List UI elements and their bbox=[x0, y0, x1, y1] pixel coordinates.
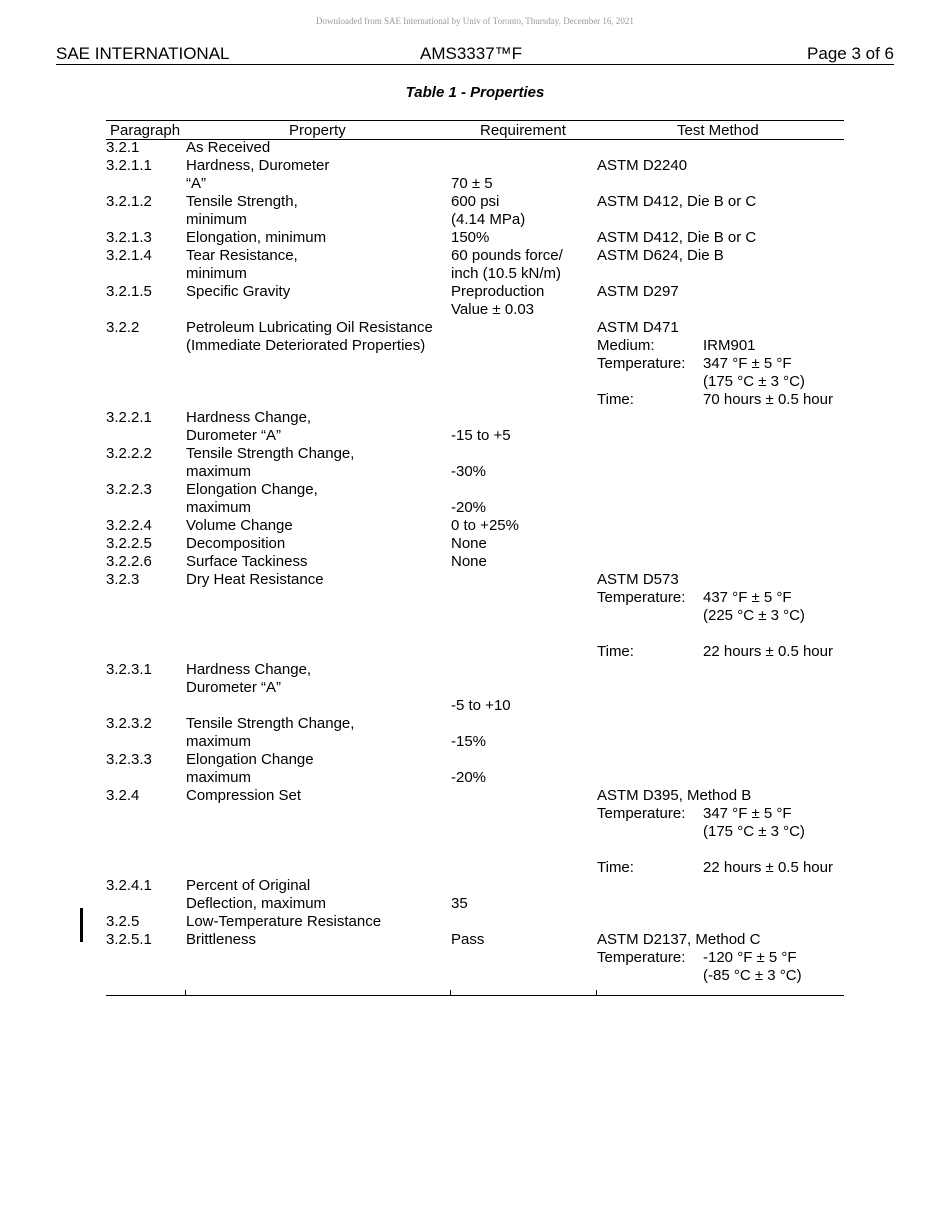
requirement-cell bbox=[451, 715, 597, 751]
property-text: Surface Tackiness bbox=[186, 553, 308, 570]
test-value-text bbox=[703, 571, 844, 589]
requirement-text: None bbox=[451, 553, 487, 570]
paragraph-cell bbox=[106, 715, 186, 733]
property-text: Percent of Original bbox=[186, 877, 311, 894]
col-header-property: Property bbox=[289, 122, 346, 139]
requirement-text: 60 pounds force/ bbox=[451, 247, 563, 264]
table-row bbox=[106, 877, 844, 913]
test-method-cell bbox=[597, 229, 757, 247]
test-method-text: ASTM D573 bbox=[597, 571, 679, 588]
test-value-text: (175 °C ± 3 °C) bbox=[703, 373, 805, 390]
requirement-text bbox=[451, 481, 597, 499]
requirement-text: Preproduction bbox=[451, 283, 545, 300]
test-value-text: IRM901 bbox=[703, 337, 756, 354]
paragraph-cell bbox=[106, 193, 186, 211]
table-row bbox=[106, 139, 844, 157]
requirement-cell bbox=[451, 931, 597, 949]
property-text: Deflection, maximum bbox=[186, 895, 327, 912]
test-method-text bbox=[597, 625, 703, 643]
test-method-text: ASTM D412, Die B or C bbox=[597, 193, 757, 210]
table-row bbox=[106, 661, 844, 715]
property-cell bbox=[186, 409, 451, 445]
requirement-cell bbox=[451, 157, 597, 193]
document-number: AMS3337™F bbox=[420, 44, 523, 63]
requirement-text bbox=[451, 715, 597, 733]
test-method-text bbox=[597, 841, 703, 859]
property-text: Durometer “A” bbox=[186, 679, 282, 696]
table-title: Table 1 - Properties bbox=[405, 84, 545, 101]
table-row bbox=[106, 319, 844, 409]
test-method-text: Temperature: bbox=[597, 949, 686, 966]
property-cell bbox=[186, 931, 451, 949]
test-value-text: 22 hours ± 0.5 hour bbox=[703, 643, 833, 660]
property-cell bbox=[186, 319, 451, 355]
property-text: Specific Gravity bbox=[186, 283, 291, 300]
table-row bbox=[106, 247, 844, 283]
requirement-text: 150% bbox=[451, 229, 490, 246]
test-value-text bbox=[703, 625, 844, 643]
paragraph-number: 3.2.2.2 bbox=[106, 445, 152, 462]
requirement-cell bbox=[451, 193, 597, 229]
table-row bbox=[106, 517, 844, 535]
property-text: Tensile Strength, bbox=[186, 193, 298, 210]
property-cell bbox=[186, 535, 451, 553]
table-row bbox=[106, 571, 844, 661]
property-text: Hardness Change, bbox=[186, 661, 312, 678]
property-cell bbox=[186, 157, 451, 193]
table-row bbox=[106, 535, 844, 553]
property-cell bbox=[186, 715, 451, 751]
paragraph-number: 3.2.1 bbox=[106, 139, 140, 156]
property-text: Compression Set bbox=[186, 787, 302, 804]
test-method-text bbox=[597, 607, 703, 625]
property-text: “A” bbox=[186, 175, 206, 192]
test-method-cell bbox=[597, 193, 757, 211]
test-method-text: Temperature: bbox=[597, 589, 686, 606]
paragraph-number: 3.2.1.4 bbox=[106, 247, 152, 264]
paragraph-number: 3.2.4 bbox=[106, 787, 140, 804]
property-cell bbox=[186, 661, 451, 697]
property-cell bbox=[186, 229, 451, 247]
test-method-text: ASTM D624, Die B bbox=[597, 247, 724, 264]
paragraph-number: 3.2.1.2 bbox=[106, 193, 152, 210]
table-row bbox=[106, 931, 844, 985]
property-text: Tear Resistance, bbox=[186, 247, 298, 264]
test-value-cell bbox=[703, 787, 844, 877]
requirement-text bbox=[451, 679, 597, 697]
requirement-cell bbox=[451, 751, 597, 787]
table-row bbox=[106, 409, 844, 445]
property-text: maximum bbox=[186, 733, 252, 750]
paragraph-number: 3.2.2.3 bbox=[106, 481, 152, 498]
paragraph-number: 3.2.5 bbox=[106, 913, 140, 930]
table-row bbox=[106, 715, 844, 751]
test-method-cell bbox=[597, 571, 703, 661]
paragraph-cell bbox=[106, 247, 186, 265]
property-text: minimum bbox=[186, 211, 247, 228]
paragraph-number: 3.2.5.1 bbox=[106, 931, 152, 948]
requirement-text: -5 to +10 bbox=[451, 697, 511, 714]
requirement-text: None bbox=[451, 535, 487, 552]
property-cell bbox=[186, 247, 451, 283]
paragraph-cell bbox=[106, 229, 186, 247]
property-text: Hardness Change, bbox=[186, 409, 312, 426]
requirement-text: inch (10.5 kN/m) bbox=[451, 265, 562, 282]
test-value-text: (-85 °C ± 3 °C) bbox=[703, 967, 802, 984]
paragraph-cell bbox=[106, 877, 186, 895]
paragraph-cell bbox=[106, 571, 186, 589]
download-note: Downloaded from SAE International by Univ of Toronto, Thursday, December 16, 2021 bbox=[316, 16, 634, 26]
paragraph-number: 3.2.1.5 bbox=[106, 283, 152, 300]
property-text: (Immediate Deteriorated Properties) bbox=[186, 337, 426, 354]
paragraph-cell bbox=[106, 913, 186, 931]
requirement-cell bbox=[451, 229, 597, 247]
paragraph-number: 3.2.1.1 bbox=[106, 157, 152, 174]
test-value-text bbox=[703, 787, 844, 805]
test-value-text: 347 °F ± 5 °F bbox=[703, 355, 792, 372]
property-cell bbox=[186, 751, 451, 787]
requirement-cell bbox=[451, 553, 597, 571]
table-row bbox=[106, 787, 844, 877]
test-value-text: (175 °C ± 3 °C) bbox=[703, 823, 805, 840]
test-method-text: ASTM D2240 bbox=[597, 157, 688, 174]
requirement-cell bbox=[451, 517, 597, 535]
property-text: Petroleum Lubricating Oil Resistance bbox=[186, 319, 433, 336]
property-text: Elongation Change bbox=[186, 751, 314, 768]
test-method-text: Time: bbox=[597, 391, 634, 408]
property-text: minimum bbox=[186, 265, 247, 282]
property-text: Elongation, minimum bbox=[186, 229, 327, 246]
property-text: Hardness, Durometer bbox=[186, 157, 330, 174]
requirement-text bbox=[451, 409, 597, 427]
paragraph-number: 3.2.2.1 bbox=[106, 409, 152, 426]
paragraph-number: 3.2.3.3 bbox=[106, 751, 152, 768]
paragraph-cell bbox=[106, 517, 186, 535]
paragraph-number: 3.2.3.1 bbox=[106, 661, 152, 678]
requirement-text: -15 to +5 bbox=[451, 427, 511, 444]
property-text: maximum bbox=[186, 463, 252, 480]
requirement-cell bbox=[451, 409, 597, 445]
requirement-text bbox=[451, 661, 597, 679]
property-cell bbox=[186, 193, 451, 229]
test-method-cell bbox=[597, 157, 703, 175]
paragraph-number: 3.2.2.4 bbox=[106, 517, 152, 534]
requirement-cell bbox=[451, 661, 597, 715]
property-text: maximum bbox=[186, 499, 252, 516]
property-text: Elongation Change, bbox=[186, 481, 318, 498]
paragraph-cell bbox=[106, 139, 186, 157]
test-value-text: 70 hours ± 0.5 hour bbox=[703, 391, 833, 408]
requirement-text bbox=[451, 751, 597, 769]
page-header bbox=[56, 44, 894, 65]
test-method-text: Temperature: bbox=[597, 805, 686, 822]
requirement-text: -20% bbox=[451, 769, 487, 786]
table-row bbox=[106, 445, 844, 481]
property-text: Dry Heat Resistance bbox=[186, 571, 324, 588]
requirement-text: -20% bbox=[451, 499, 487, 516]
table-row bbox=[106, 157, 844, 193]
test-method-text: ASTM D297 bbox=[597, 283, 679, 300]
requirement-cell bbox=[451, 481, 597, 517]
requirement-text bbox=[451, 445, 597, 463]
test-value-text: 437 °F ± 5 °F bbox=[703, 589, 792, 606]
requirement-text: Pass bbox=[451, 931, 485, 948]
requirement-cell bbox=[451, 445, 597, 481]
test-value-text bbox=[703, 841, 844, 859]
test-method-text: Temperature: bbox=[597, 355, 686, 372]
paragraph-cell bbox=[106, 535, 186, 553]
paragraph-cell bbox=[106, 751, 186, 769]
table-row bbox=[106, 193, 844, 229]
table-row bbox=[106, 481, 844, 517]
test-method-cell bbox=[597, 283, 703, 301]
col-header-paragraph: Paragraph bbox=[110, 122, 181, 139]
test-method-text: ASTM D471 bbox=[597, 319, 679, 336]
property-text: Tensile Strength Change, bbox=[186, 445, 355, 462]
requirement-text: (4.14 MPa) bbox=[451, 211, 526, 228]
paragraph-cell bbox=[106, 481, 186, 499]
test-value-text: 22 hours ± 0.5 hour bbox=[703, 859, 833, 876]
paragraph-cell bbox=[106, 661, 186, 679]
property-cell bbox=[186, 139, 451, 157]
property-cell bbox=[186, 445, 451, 481]
table-body bbox=[106, 139, 844, 985]
test-method-text bbox=[597, 373, 703, 391]
test-method-cell bbox=[597, 319, 703, 409]
test-method-text bbox=[597, 823, 703, 841]
paragraph-cell bbox=[106, 283, 186, 301]
property-cell bbox=[186, 283, 451, 301]
page-number: Page 3 of 6 bbox=[807, 44, 894, 63]
property-cell bbox=[186, 787, 451, 805]
test-method-text: Time: bbox=[597, 643, 634, 660]
table-row bbox=[106, 553, 844, 571]
property-cell bbox=[186, 877, 451, 913]
property-cell bbox=[186, 517, 451, 535]
property-text: Decomposition bbox=[186, 535, 286, 552]
paragraph-number: 3.2.3 bbox=[106, 571, 140, 588]
property-text: Tensile Strength Change, bbox=[186, 715, 355, 732]
property-text: Brittleness bbox=[186, 931, 257, 948]
revision-change-bar bbox=[80, 908, 83, 942]
property-text: As Received bbox=[186, 139, 271, 156]
table-row bbox=[106, 913, 844, 931]
paragraph-number: 3.2.2 bbox=[106, 319, 140, 336]
paragraph-cell bbox=[106, 445, 186, 463]
requirement-cell bbox=[451, 535, 597, 553]
test-method-text: Medium: bbox=[597, 337, 655, 354]
property-text: Durometer “A” bbox=[186, 427, 282, 444]
requirement-text: 0 to +25% bbox=[451, 517, 519, 534]
paragraph-number: 3.2.3.2 bbox=[106, 715, 152, 732]
paragraph-cell bbox=[106, 409, 186, 427]
paragraph-number: 3.2.2.6 bbox=[106, 553, 152, 570]
test-value-text: 347 °F ± 5 °F bbox=[703, 805, 792, 822]
requirement-text: -30% bbox=[451, 463, 487, 480]
test-method-cell bbox=[597, 247, 724, 265]
test-method-text: ASTM D395, Method B bbox=[597, 787, 752, 804]
paragraph-number: 3.2.2.5 bbox=[106, 535, 152, 552]
requirement-text bbox=[451, 877, 597, 895]
test-value-cell bbox=[703, 571, 844, 661]
requirement-cell bbox=[451, 247, 597, 283]
test-method-text: ASTM D412, Die B or C bbox=[597, 229, 757, 246]
table-row bbox=[106, 751, 844, 787]
property-cell bbox=[186, 913, 451, 931]
paragraph-cell bbox=[106, 931, 186, 949]
table-header bbox=[106, 120, 844, 140]
test-method-text: Time: bbox=[597, 859, 634, 876]
table-bottom-rule bbox=[106, 995, 844, 996]
property-cell bbox=[186, 553, 451, 571]
col-header-requirement: Requirement bbox=[480, 122, 566, 139]
property-cell bbox=[186, 571, 451, 589]
requirement-text bbox=[451, 157, 597, 175]
property-text: Low-Temperature Resistance bbox=[186, 913, 382, 930]
publisher-name: SAE INTERNATIONAL bbox=[56, 44, 230, 63]
properties-table bbox=[106, 120, 844, 997]
paragraph-number: 3.2.1.3 bbox=[106, 229, 152, 246]
test-value-cell bbox=[703, 319, 844, 409]
table-row bbox=[106, 283, 844, 319]
requirement-text: Value ± 0.03 bbox=[451, 301, 535, 318]
requirement-cell bbox=[451, 283, 597, 319]
paragraph-cell bbox=[106, 319, 186, 337]
col-header-test-method: Test Method bbox=[677, 122, 759, 139]
requirement-text: -15% bbox=[451, 733, 487, 750]
test-value-cell bbox=[703, 931, 844, 985]
property-text: maximum bbox=[186, 769, 252, 786]
requirement-text: 600 psi bbox=[451, 193, 500, 210]
test-value-text: (225 °C ± 3 °C) bbox=[703, 607, 805, 624]
test-value-text bbox=[703, 931, 844, 949]
test-value-text bbox=[703, 319, 844, 337]
test-value-text: -120 °F ± 5 °F bbox=[703, 949, 797, 966]
paragraph-number: 3.2.4.1 bbox=[106, 877, 152, 894]
test-method-text: ASTM D2137, Method C bbox=[597, 931, 761, 948]
paragraph-cell bbox=[106, 553, 186, 571]
paragraph-cell bbox=[106, 787, 186, 805]
property-text: Volume Change bbox=[186, 517, 293, 534]
table-row bbox=[106, 229, 844, 247]
requirement-cell bbox=[451, 877, 597, 913]
paragraph-cell bbox=[106, 157, 186, 175]
property-cell bbox=[186, 481, 451, 517]
requirement-text: 35 bbox=[451, 895, 468, 912]
requirement-text: 70 ± 5 bbox=[451, 175, 493, 192]
